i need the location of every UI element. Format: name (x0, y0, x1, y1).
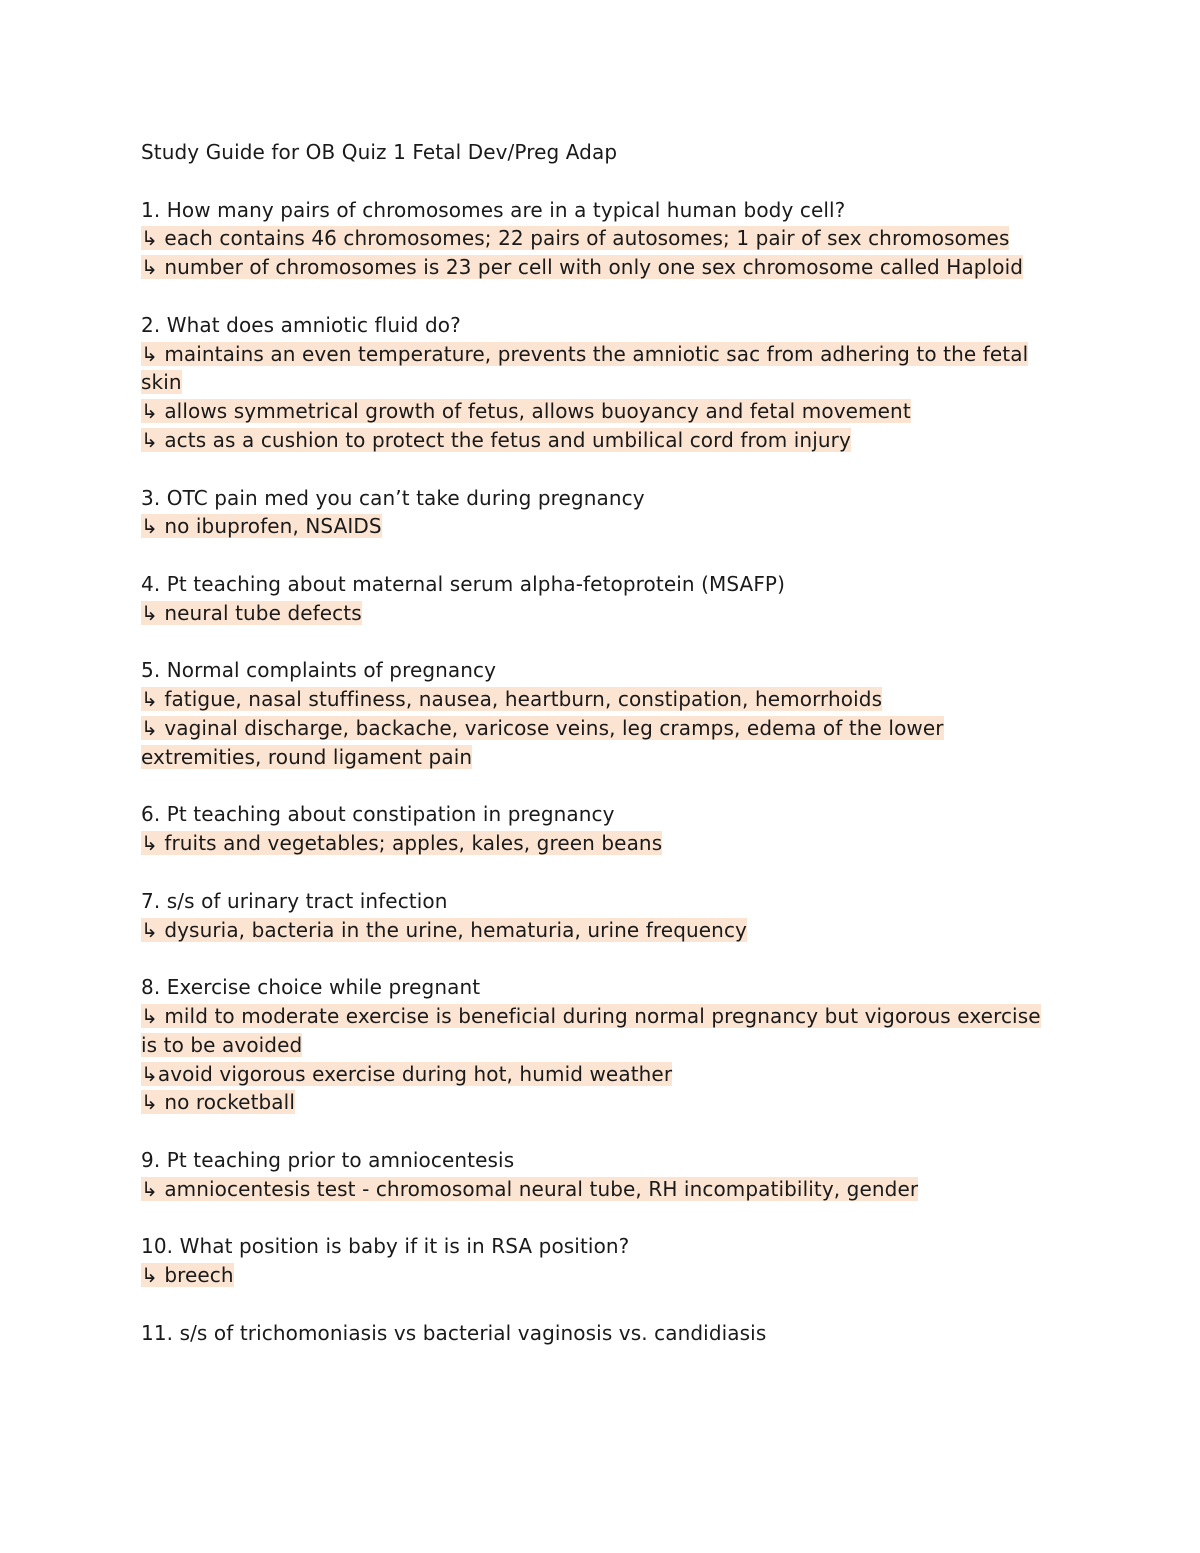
answer-line (141, 1060, 1061, 1089)
question-text: 2. What does amniotic fluid do? (141, 312, 461, 337)
question-block (141, 973, 1061, 1117)
highlighted-answer-text: ↳ mild to moderate exercise is beneficial during normal pregnancy but vigorous exercise is to be avoided (141, 1003, 1041, 1057)
highlighted-answer-text: ↳ amniocentesis test - chromosomal neural tube, RH incompatibility, gender (141, 1176, 919, 1201)
highlighted-answer-text: ↳ breech (141, 1263, 234, 1288)
answer-line (141, 599, 1061, 628)
highlighted-answer-text: ↳ each contains 46 chromosomes; 22 pairs of autosomes; 1 pair of sex chromosomes (141, 226, 1010, 251)
question-text: 6. Pt teaching about constipation in pregnancy (141, 802, 615, 827)
answer-line (141, 829, 1061, 858)
question-block (141, 887, 1061, 945)
answer-line (141, 426, 1061, 455)
highlighted-answer-text: ↳ number of chromosomes is 23 per cell with only one sex chromosome called Haploid (141, 255, 1024, 280)
answer-line (141, 1175, 1061, 1204)
question-text: 3. OTC pain med you can’t take during pregnancy (141, 485, 645, 510)
question-text: 1. How many pairs of chromosomes are in a typical human body cell? (141, 197, 846, 222)
highlighted-answer-text: ↳ fruits and vegetables; apples, kales, green beans (141, 831, 663, 856)
highlighted-answer-text: ↳ allows symmetrical growth of fetus, allows buoyancy and fetal movement (141, 399, 911, 424)
question-block (141, 196, 1061, 282)
answer-line (141, 1088, 1061, 1117)
question-text: 9. Pt teaching prior to amniocentesis (141, 1147, 515, 1172)
question-block (141, 800, 1061, 858)
question-text: 11. s/s of trichomoniasis vs bacterial vaginosis vs. candidiasis (141, 1320, 767, 1345)
document-title: Study Guide for OB Quiz 1 Fetal Dev/Preg Adap (141, 140, 618, 164)
highlighted-answer-text: ↳ dysuria, bacteria in the urine, hematuria, urine frequency (141, 917, 747, 942)
question-block (141, 570, 1061, 628)
document-page (141, 138, 1061, 1376)
highlighted-answer-text: ↳ maintains an even temperature, prevents the amniotic sac from adhering to the fetal skin (141, 341, 1029, 395)
question-block (141, 656, 1061, 771)
highlighted-answer-text: ↳ no ibuprofen, NSAIDS (141, 514, 382, 539)
highlighted-answer-text: ↳avoid vigorous exercise during hot, humid weather (141, 1061, 673, 1086)
question-text: 8. Exercise choice while pregnant (141, 975, 481, 1000)
question-text: 4. Pt teaching about maternal serum alpha-fetoprotein (MSAFP) (141, 571, 785, 596)
question-text: 7. s/s of urinary tract infection (141, 888, 448, 913)
answer-line (141, 512, 1061, 541)
question-block (141, 311, 1061, 455)
highlighted-answer-text: ↳ vaginal discharge, backache, varicose veins, leg cramps, edema of the lower extremities, round ligament pain (141, 715, 944, 769)
highlighted-answer-text: ↳ no rocketball (141, 1090, 295, 1115)
answer-line (141, 1261, 1061, 1290)
question-block (141, 1146, 1061, 1204)
answer-line (141, 714, 1061, 772)
question-block (141, 1319, 1061, 1348)
answer-line (141, 224, 1061, 253)
question-block (141, 1232, 1061, 1290)
highlighted-answer-text: ↳ acts as a cushion to protect the fetus and umbilical cord from injury (141, 427, 851, 452)
question-list (141, 196, 1061, 1348)
answer-line (141, 340, 1061, 398)
question-block (141, 484, 1061, 542)
answer-line (141, 916, 1061, 945)
answer-line (141, 253, 1061, 282)
answer-line (141, 397, 1061, 426)
question-text: 5. Normal complaints of pregnancy (141, 658, 497, 683)
highlighted-answer-text: ↳ fatigue, nasal stuffiness, nausea, heartburn, constipation, hemorrhoids (141, 687, 883, 712)
answer-line (141, 1002, 1061, 1060)
highlighted-answer-text: ↳ neural tube defects (141, 600, 362, 625)
question-text: 10. What position is baby if it is in RSA position? (141, 1234, 630, 1259)
answer-line (141, 685, 1061, 714)
